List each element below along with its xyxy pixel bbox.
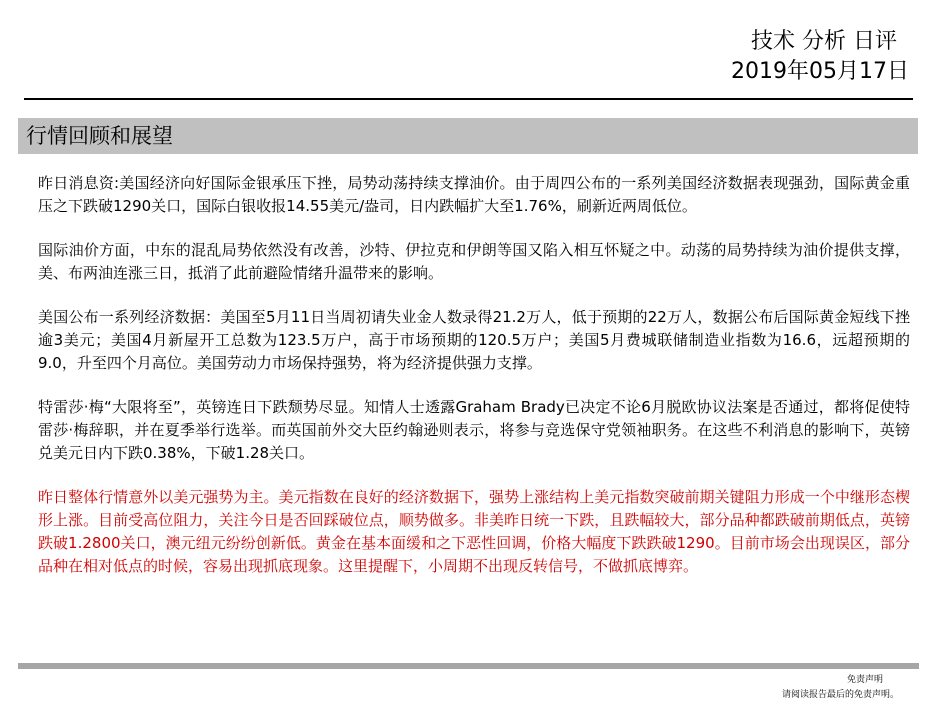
paragraph-us-data: 美国公布一系列经济数据：美国至5月11日当周初请失业金人数录得21.2万人，低于预期的22万人，数据公布后国际黄金短线下挫逾3美元；美国4月新屋开工总数为123.5万户，高于市场预期的120.5万户；美国5月费城联储制造业指数为16.6，远超预期的9.0，升至四个月高位。美国劳动力市场保持强势，将为经济提供强力支撑。 [38, 308, 910, 372]
section-header-bar [18, 118, 918, 154]
report-date: 2019年05月17日 [731, 59, 909, 84]
paragraph-oil: 国际油价方面，中东的混乱局势依然没有改善，沙特、伊拉克和伊朗等国又陷入相互怀疑之中。动荡的局势持续为油价提供支撑，美、布两油连涨三日，抵消了此前避险情绪升温带来的影响。 [38, 241, 910, 282]
paragraph-market-outlook: 昨日整体行情意外以美元强势为主。美元指数在良好的经济数据下，强势上涨结构上美元指数突破前期关键阻力形成一个中继形态楔形上涨。目前受高位阻力，关注今日是否回踩破位点，顺势做多。非美昨日统一下跌，且跌幅较大，部分品种都跌破前期低点，英镑跌破1.2800关口，澳元纽元纷纷创新低。黄金在基本面缓和之下恶性回调，价格大幅度下跌跌破1290。目前市场会出现误区，部分品种在相对低点的时候，容易出现抓底现象。这里提醒下，小周期不出现反转信号，不做抓底博弈。 [38, 488, 910, 575]
footer-divider [18, 663, 919, 669]
paragraph-gbp: 特雷莎·梅“大限将至”，英镑连日下跌颓势尽显。知情人士透露Graham Brady已决定不论6月脱欧协议法案是否通过，都将促使特雷莎·梅辞职，并在夏季举行选举。而英国前外交大臣约翰逊则表示，将参与竞选保守党领袖职务。在这些不利消息的影响下，英镑兑美元日内下跌0.38%，下破1.28关口。 [38, 398, 910, 462]
paragraph-news-summary: 昨日消息资:美国经济向好国际金银承压下挫，局势动荡持续支撑油价。由于周四公布的一系列美国经济数据表现强劲，国际黄金重压之下跌破1290关口，国际白银收报14.55美元/盎司，日内跌幅扩大至1.76%，刷新近两周低位。 [38, 174, 910, 215]
disclaimer-note: 请阅读报告最后的免责声明。 [781, 690, 899, 700]
disclaimer-title[interactable]: 免责声明 [846, 675, 883, 685]
report-title: 技术 分析 日评 [751, 29, 897, 54]
header-divider [24, 98, 913, 100]
report-body [38, 172, 910, 599]
section-title: 行情回顾和展望 [26, 124, 173, 148]
